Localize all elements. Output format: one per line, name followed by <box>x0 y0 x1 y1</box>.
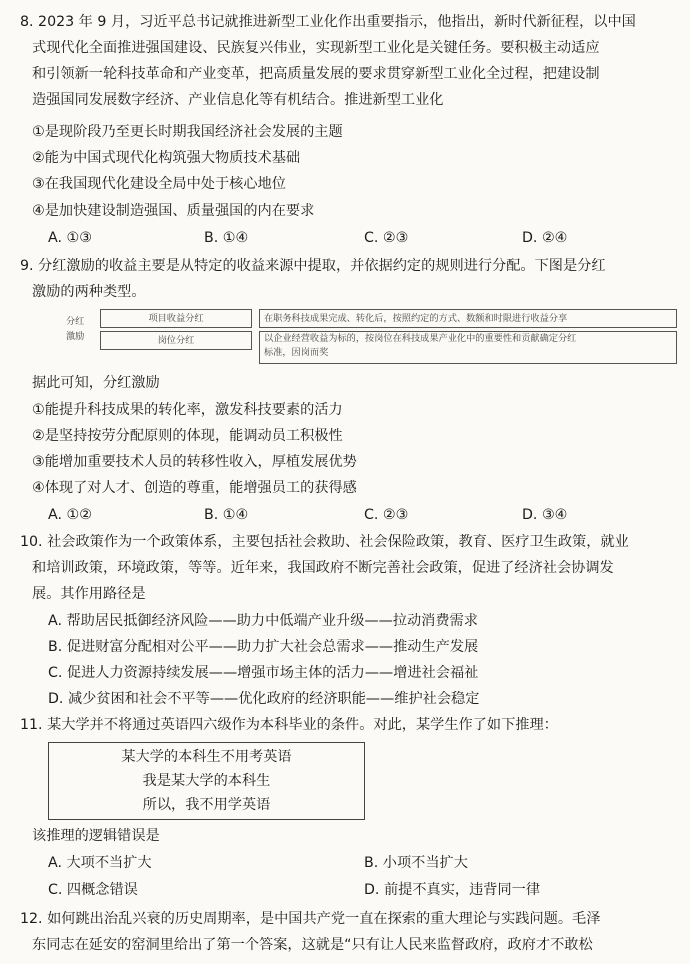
q10-option-a[interactable]: A. 帮助居民抵御经济风险——助力中低端产业升级——拉动消费需求 <box>48 613 478 629</box>
q9-item: ①能提升科技成果的转化率，激发科技要素的活力 <box>32 402 343 418</box>
diagram-type-post-desc <box>259 331 677 364</box>
q10-stem-line: 和培训政策，环境政策，等等。近年来，我国政府不断完善社会政策，促进了经济社会协调发 <box>32 560 614 576</box>
q9-option-a[interactable]: A. ①② <box>48 507 92 523</box>
q10-option-d[interactable]: D. 减少贫困和社会不平等——优化政府的经济职能——维护社会稳定 <box>48 691 480 707</box>
q8-option-c[interactable]: C. ②③ <box>364 230 409 246</box>
q11-option-b[interactable]: B. 小项不当扩大 <box>364 855 468 871</box>
diagram-desc-line: 标准，因岗而奖 <box>264 347 329 358</box>
reasoning-conclusion: 所以，我不用学英语 <box>142 797 271 813</box>
q9-stem-line: 9. 分红激励的收益主要是从特定的收益来源中提取，并依据约定的规则进行分配。下图是分红 <box>20 258 606 274</box>
q12-stem-line: 12. 如何跳出治乱兴衰的历史周期率，是中国共产党一直在探索的重大理论与实践问题。毛泽 <box>20 911 601 927</box>
q8-option-b[interactable]: B. ①④ <box>204 230 249 246</box>
reasoning-box <box>48 742 365 820</box>
q8-item: ②能为中国式现代化构筑强大物质技术基础 <box>32 150 301 166</box>
q8-stem-line: 式现代化全面推进强国建设、民族复兴伟业，实现新型工业化是关键任务。要积极主动适应 <box>32 40 600 56</box>
q8-option-a[interactable]: A. ①③ <box>48 230 92 246</box>
q11-option-c[interactable]: C. 四概念错误 <box>48 882 138 898</box>
q10-stem-line: 展。其作用路径是 <box>32 586 146 602</box>
dividend-incentive-diagram <box>66 306 606 368</box>
q8-stem-line: 8. 2023 年 9 月，习近平总书记就推进新型工业化作出重要指示，他指出，新时代新征程，以中国 <box>20 14 636 30</box>
q9-item: ②是坚持按劳分配原则的体现，能调动员工积极性 <box>32 428 343 444</box>
q9-option-b[interactable]: B. ①④ <box>204 507 249 523</box>
q10-option-b[interactable]: B. 促进财富分配相对公平——助力扩大社会总需求——推动生产发展 <box>48 639 479 655</box>
q8-option-d[interactable]: D. ②④ <box>522 230 568 246</box>
q9-option-c[interactable]: C. ②③ <box>364 507 409 523</box>
q10-stem-line: 10. 社会政策作为一个政策体系，主要包括社会救助、社会保险政策，教育、医疗卫生政策，就业 <box>20 534 629 550</box>
q8-item: ①是现阶段乃至更长时期我国经济社会发展的主题 <box>32 124 343 140</box>
q8-item: ④是加快建设制造强国、质量强国的内在要求 <box>32 203 315 219</box>
q8-stem-line: 造强国同发展数字经济、产业信息化等有机结合。推进新型工业化 <box>32 92 444 108</box>
q11-stem: 11. 某大学并不将通过英语四六级作为本科毕业的条件。对此，某学生作了如下推理： <box>20 717 558 733</box>
diagram-group-label-line: 分红 <box>66 316 85 327</box>
q9-item: ④体现了对人才、创造的尊重，能增强员工的获得感 <box>32 480 357 496</box>
diagram-desc-line: 以企业经营收益为标的，按岗位在科技成果产业化中的重要性和贡献确定分红 <box>264 333 577 344</box>
diagram-group-label-line: 激励 <box>66 331 85 342</box>
reasoning-major-premise: 某大学的本科生不用考英语 <box>121 749 292 765</box>
diagram-group-label <box>66 314 96 344</box>
diagram-type-project-desc: 在职务科技成果完成、转化后，按照约定的方式、数额和时限进行收益分享 <box>259 309 677 328</box>
q8-item: ③在我国现代化建设全局中处于核心地位 <box>32 176 286 192</box>
reasoning-minor-premise: 我是某大学的本科生 <box>142 773 271 789</box>
q8-stem-line: 和引领新一轮科技革命和产业变革，把高质量发展的要求贯穿新型工业化全过程，把建设制 <box>32 66 600 82</box>
q11-option-d[interactable]: D. 前提不真实，违背同一律 <box>364 882 541 898</box>
q9-lead: 据此可知，分红激励 <box>32 375 160 391</box>
q11-lead: 该推理的逻辑错误是 <box>32 828 160 844</box>
q11-option-a[interactable]: A. 大项不当扩大 <box>48 855 152 871</box>
q9-option-d[interactable]: D. ③④ <box>522 507 568 523</box>
diagram-type-post-dividend: 岗位分红 <box>100 331 252 350</box>
diagram-type-project-dividend: 项目收益分红 <box>100 309 252 328</box>
q9-item: ③能增加重要技术人员的转移性收入，厚植发展优势 <box>32 454 357 470</box>
q10-option-c[interactable]: C. 促进人力资源持续发展——增强市场主体的活力——增进社会福祉 <box>48 665 479 681</box>
q12-stem-line: 东同志在延安的窑洞里给出了第一个答案，这就是“只有让人民来监督政府，政府才不敢松 <box>32 937 593 953</box>
q9-stem-line: 激励的两种类型。 <box>32 284 146 300</box>
